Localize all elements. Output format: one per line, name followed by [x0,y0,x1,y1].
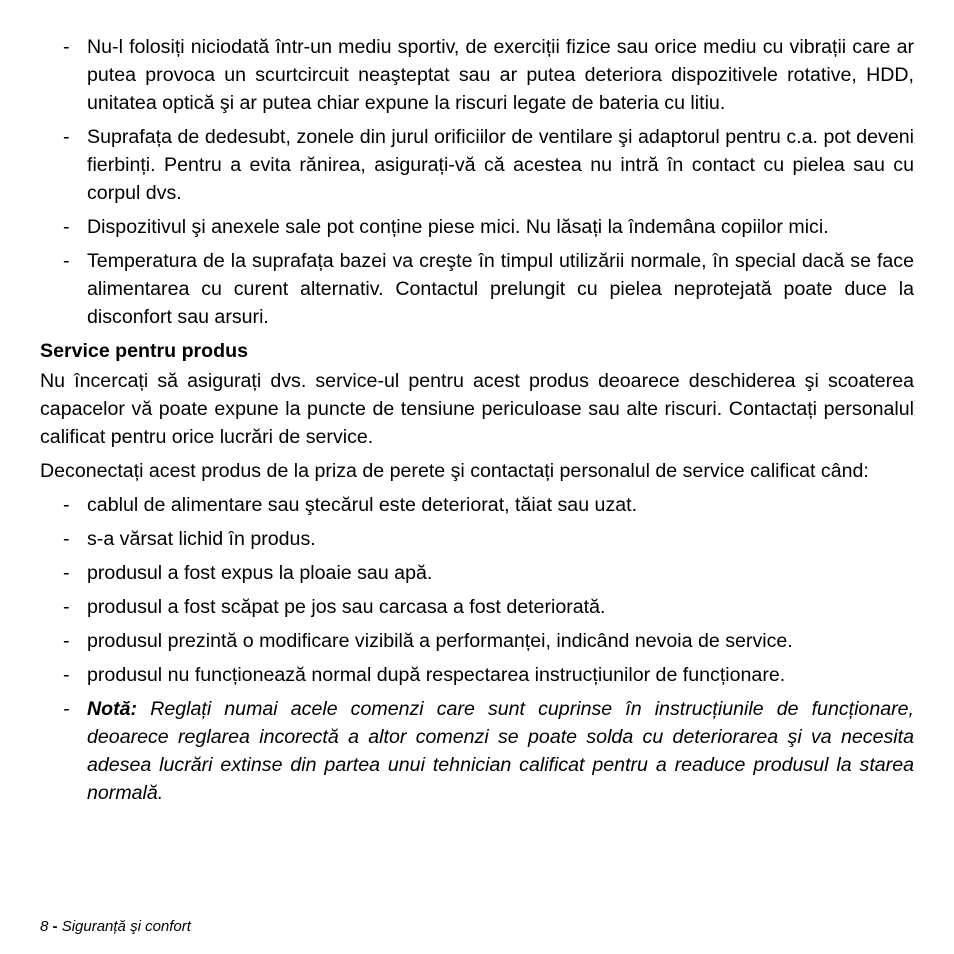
list-item: - produsul a fost expus la ploaie sau apă. [63,562,433,584]
list-item: - Temperatura de la suprafața bazei va creşte în timpul utilizării normale, în special dacă se face alimentarea cu curent alternativ. Contactul prelungit cu pielea neprotejată poate duce la disconfort sau arsuri. [63,250,914,328]
safety-bullet-list [40,33,914,331]
section-heading: Service pentru produs [40,340,248,362]
list-item: - Nu-l folosiți niciodată într-un mediu sportiv, de exerciții fizice sau orice mediu cu vibrații care ar putea provoca un scurtcircuit neaşteptat sau ar putea deteriora dispozitivele rotative, HDD, unitatea optică şi ar putea chiar expune la riscuri legate de bateria cu litiu. [63,36,914,114]
note-text: Reglați numai acele comenzi care sunt cuprinse în instrucțiunile de funcționare, deoarece reglarea incorectă a altor comenzi se poate solda cu deteriorarea şi va necesita adesea lucrări extinse din partea unui tehnician calificat pentru a readuce produsul la starea normală. [87,698,914,804]
paragraph: Nu încercați să asigurați dvs. service-ul pentru acest produs deoarece deschiderea şi scoaterea capacelor vă poate expune la puncte de tensiune periculoase sau alte riscuri. Contactați personalul calificat pentru orice lucrări de service. [40,370,914,448]
page-number: 8 [40,918,49,935]
footer-separator: - [52,918,58,935]
list-item: - produsul prezintă o modificare vizibilă a performanței, indicând nevoia de service. [63,630,793,652]
list-item: - s-a vărsat lichid în produs. [63,528,316,550]
page-footer [40,918,191,935]
document-page [40,33,914,813]
list-item: - cablul de alimentare sau ştecărul este deteriorat, tăiat sau uzat. [63,494,638,516]
note-label: Notă: [87,698,138,720]
list-item: - produsul a fost scăpat pe jos sau carcasa a fost deteriorată. [63,596,606,618]
list-item: - Suprafața de dedesubt, zonele din jurul orificiilor de ventilare şi adaptorul pentru c.a. pot deveni fierbinți. Pentru a evita rănirea, asigurați-vă că acestea nu intră în contact cu pielea sau cu corpul dvs. [63,126,914,204]
list-item: - produsul nu funcționează normal după respectarea instrucțiunilor de funcționare. [63,664,786,686]
service-conditions-list [40,491,914,807]
list-item: - Dispozitivul şi anexele sale pot conține piese mici. Nu lăsați la îndemâna copiilor mici. [63,216,829,238]
footer-title: Siguranță şi confort [61,918,191,935]
paragraph: Deconectați acest produs de la priza de perete şi contactați personalul de service calificat când: [40,460,869,482]
note-item: - Notă: Reglați numai acele comenzi care sunt cuprinse în instrucțiunile de funcționare, deoarece reglarea incorectă a altor comenzi se poate solda cu deteriorarea şi va necesita adesea lucrări extinse din partea unui tehnician calificat pentru a readuce produsul la starea normală. [63,698,914,804]
